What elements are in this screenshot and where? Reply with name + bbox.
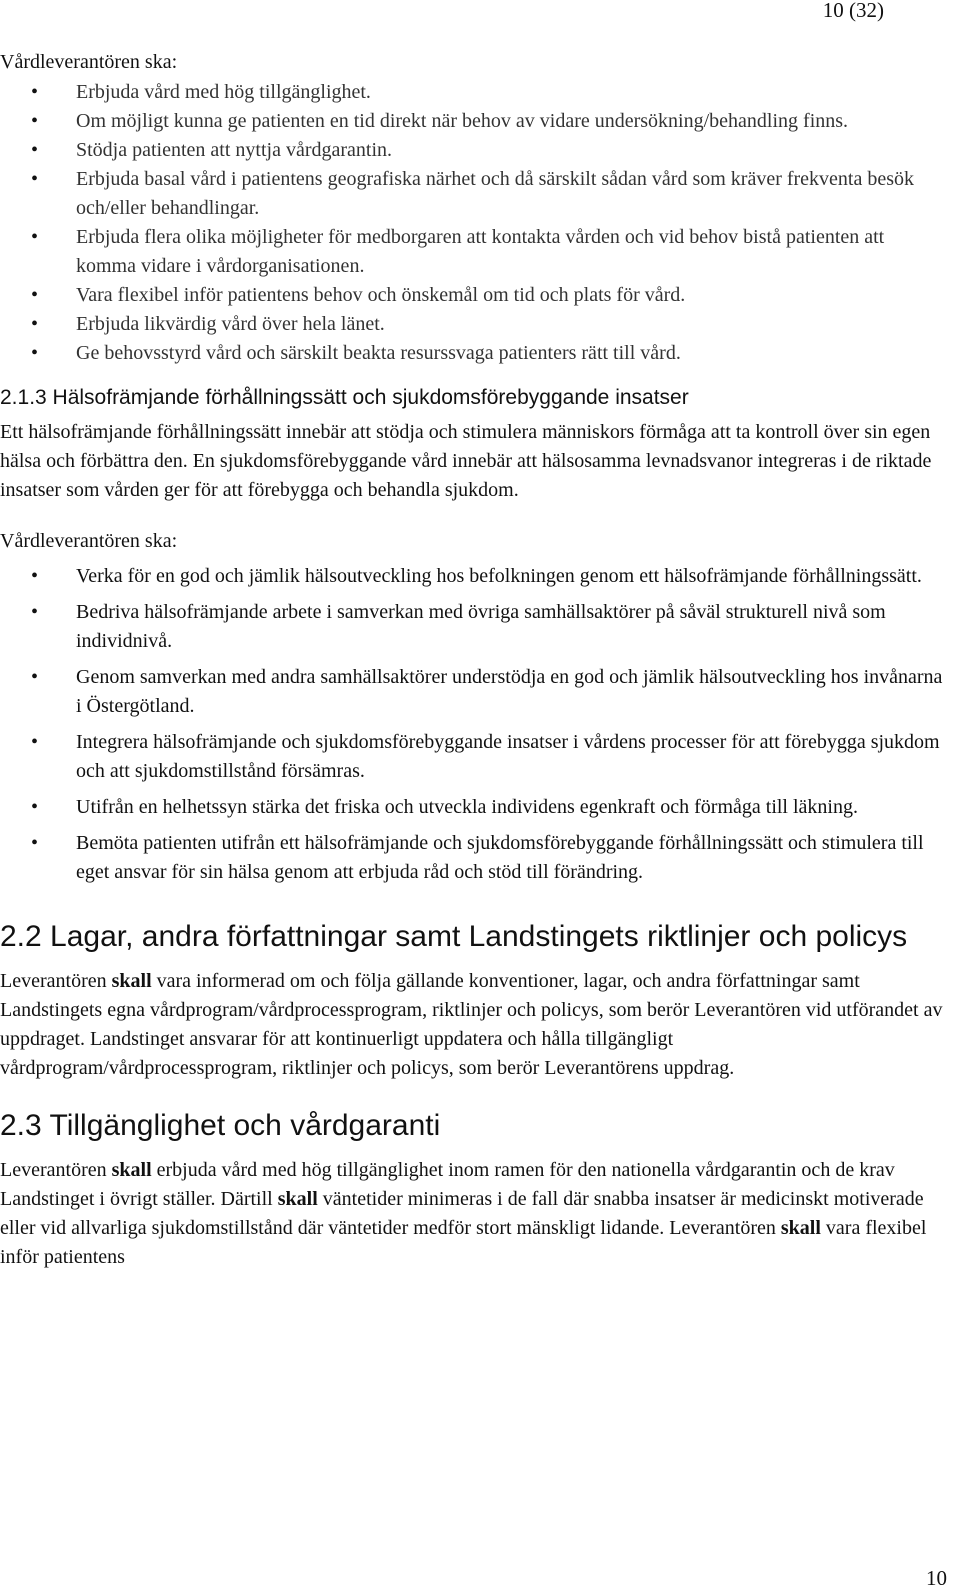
emphasis: skall — [277, 1188, 318, 1210]
bullet-list — [0, 562, 948, 887]
list-item: • Vara flexibel inför patientens behov och önskemål om tid och plats för vård. — [0, 281, 948, 310]
list-item: • Genom samverkan med andra samhällsaktörer understödja en god och jämlik hälsoutveckling hos invånarna i Östergötland. — [0, 663, 948, 721]
list-item: • Erbjuda flera olika möjligheter för medborgaren att kontakta vården och vid behov bistå patienten att komma vidare i vårdorganisationen. — [0, 223, 948, 281]
list-item: • Utifrån en helhetssyn stärka det friska och utveckla individens egenkraft och förmåga till läkning. — [0, 793, 948, 822]
page-number: 10 — [926, 1566, 947, 1590]
bullet-list — [0, 78, 948, 368]
section-heading: 2.1.3 Hälsofrämjande förhållningssätt och sjukdomsförebyggande insatser — [0, 386, 689, 409]
page-counter: 10 (32) — [822, 0, 884, 22]
list-item: • Om möjligt kunna ge patienten en tid direkt när behov av vidare undersökning/behandling finns. — [0, 107, 948, 136]
list-item: • Bedriva hälsofrämjande arbete i samverkan med övriga samhällsaktörer på såväl strukturell nivå som individnivå. — [0, 598, 948, 656]
paragraph: Leverantören skall vara informerad om och följa gällande konventioner, lagar, och andra författningar samt Landstingets egna vårdprogram/vårdprocessprogram, riktlinjer och policys, som berör Leverantören vid utförandet av uppdraget. Landstinget ansvarar för att kontinuerligt uppdatera och hålla tillgängligt vårdprogram/vårdprocessprogram, riktlinjer och policys, som berör Leverantörens uppdrag. — [0, 970, 943, 1079]
list-item: • Bemöta patienten utifrån ett hälsofrämjande och sjukdomsförebyggande förhållningssätt och stimulera till eget ansvar för sin hälsa genom att erbjuda råd och stöd till förändring. — [0, 829, 948, 887]
list-item: • Ge behovsstyrd vård och särskilt beakta resurssvaga patienters rätt till vård. — [0, 339, 948, 368]
section-heading: 2.3 Tillgänglighet och vårdgaranti — [0, 1109, 441, 1142]
paragraph: Leverantören skall erbjuda vård med hög tillgänglighet inom ramen för den nationella vårdgarantin och de krav Landstinget i övrigt ställer. Därtill skall väntetider minimeras i de fall där snabba insatser är medicinskt motiverade eller vid allvarliga sjukdomstillstånd där väntetider medför stort mänskligt lidande. Leverantören skall vara flexibel inför patientens — [0, 1159, 927, 1268]
paragraph: Ett hälsofrämjande förhållningssätt innebär att stödja och stimulera människors förmåga att ta kontroll över sin egen hälsa och förbättra den. En sjukdomsförebyggande vård innebär att hälsosamma levnadsvanor integreras i de riktade insatser som vården ger för att förebygga och behandla sjukdom. — [0, 421, 932, 501]
list-item: • Erbjuda vård med hög tillgänglighet. — [0, 78, 948, 107]
list-item: • Erbjuda basal vård i patientens geografiska närhet och då särskilt sådan vård som kräver frekventa besök och/eller behandlingar. — [0, 165, 948, 223]
section-intro: Vårdleverantören ska: — [0, 51, 178, 73]
emphasis: skall — [111, 1159, 152, 1181]
emphasis: skall — [780, 1217, 821, 1239]
emphasis: skall — [111, 970, 152, 992]
section-intro: Vårdleverantören ska: — [0, 530, 178, 552]
list-item: • Stödja patienten att nyttja vårdgarantin. — [0, 136, 948, 165]
section-heading: 2.2 Lagar, andra författningar samt Landstingets riktlinjer och policys — [0, 920, 908, 953]
list-item: • Integrera hälsofrämjande och sjukdomsförebyggande insatser i vårdens processer för att förebygga sjukdom och att sjukdomstillstånd försämras. — [0, 728, 948, 786]
document-body — [0, 48, 948, 1272]
list-item: • Erbjuda likvärdig vård över hela länet. — [0, 310, 948, 339]
list-item: • Verka för en god och jämlik hälsoutveckling hos befolkningen genom ett hälsofrämjande förhållningssätt. — [0, 562, 948, 591]
